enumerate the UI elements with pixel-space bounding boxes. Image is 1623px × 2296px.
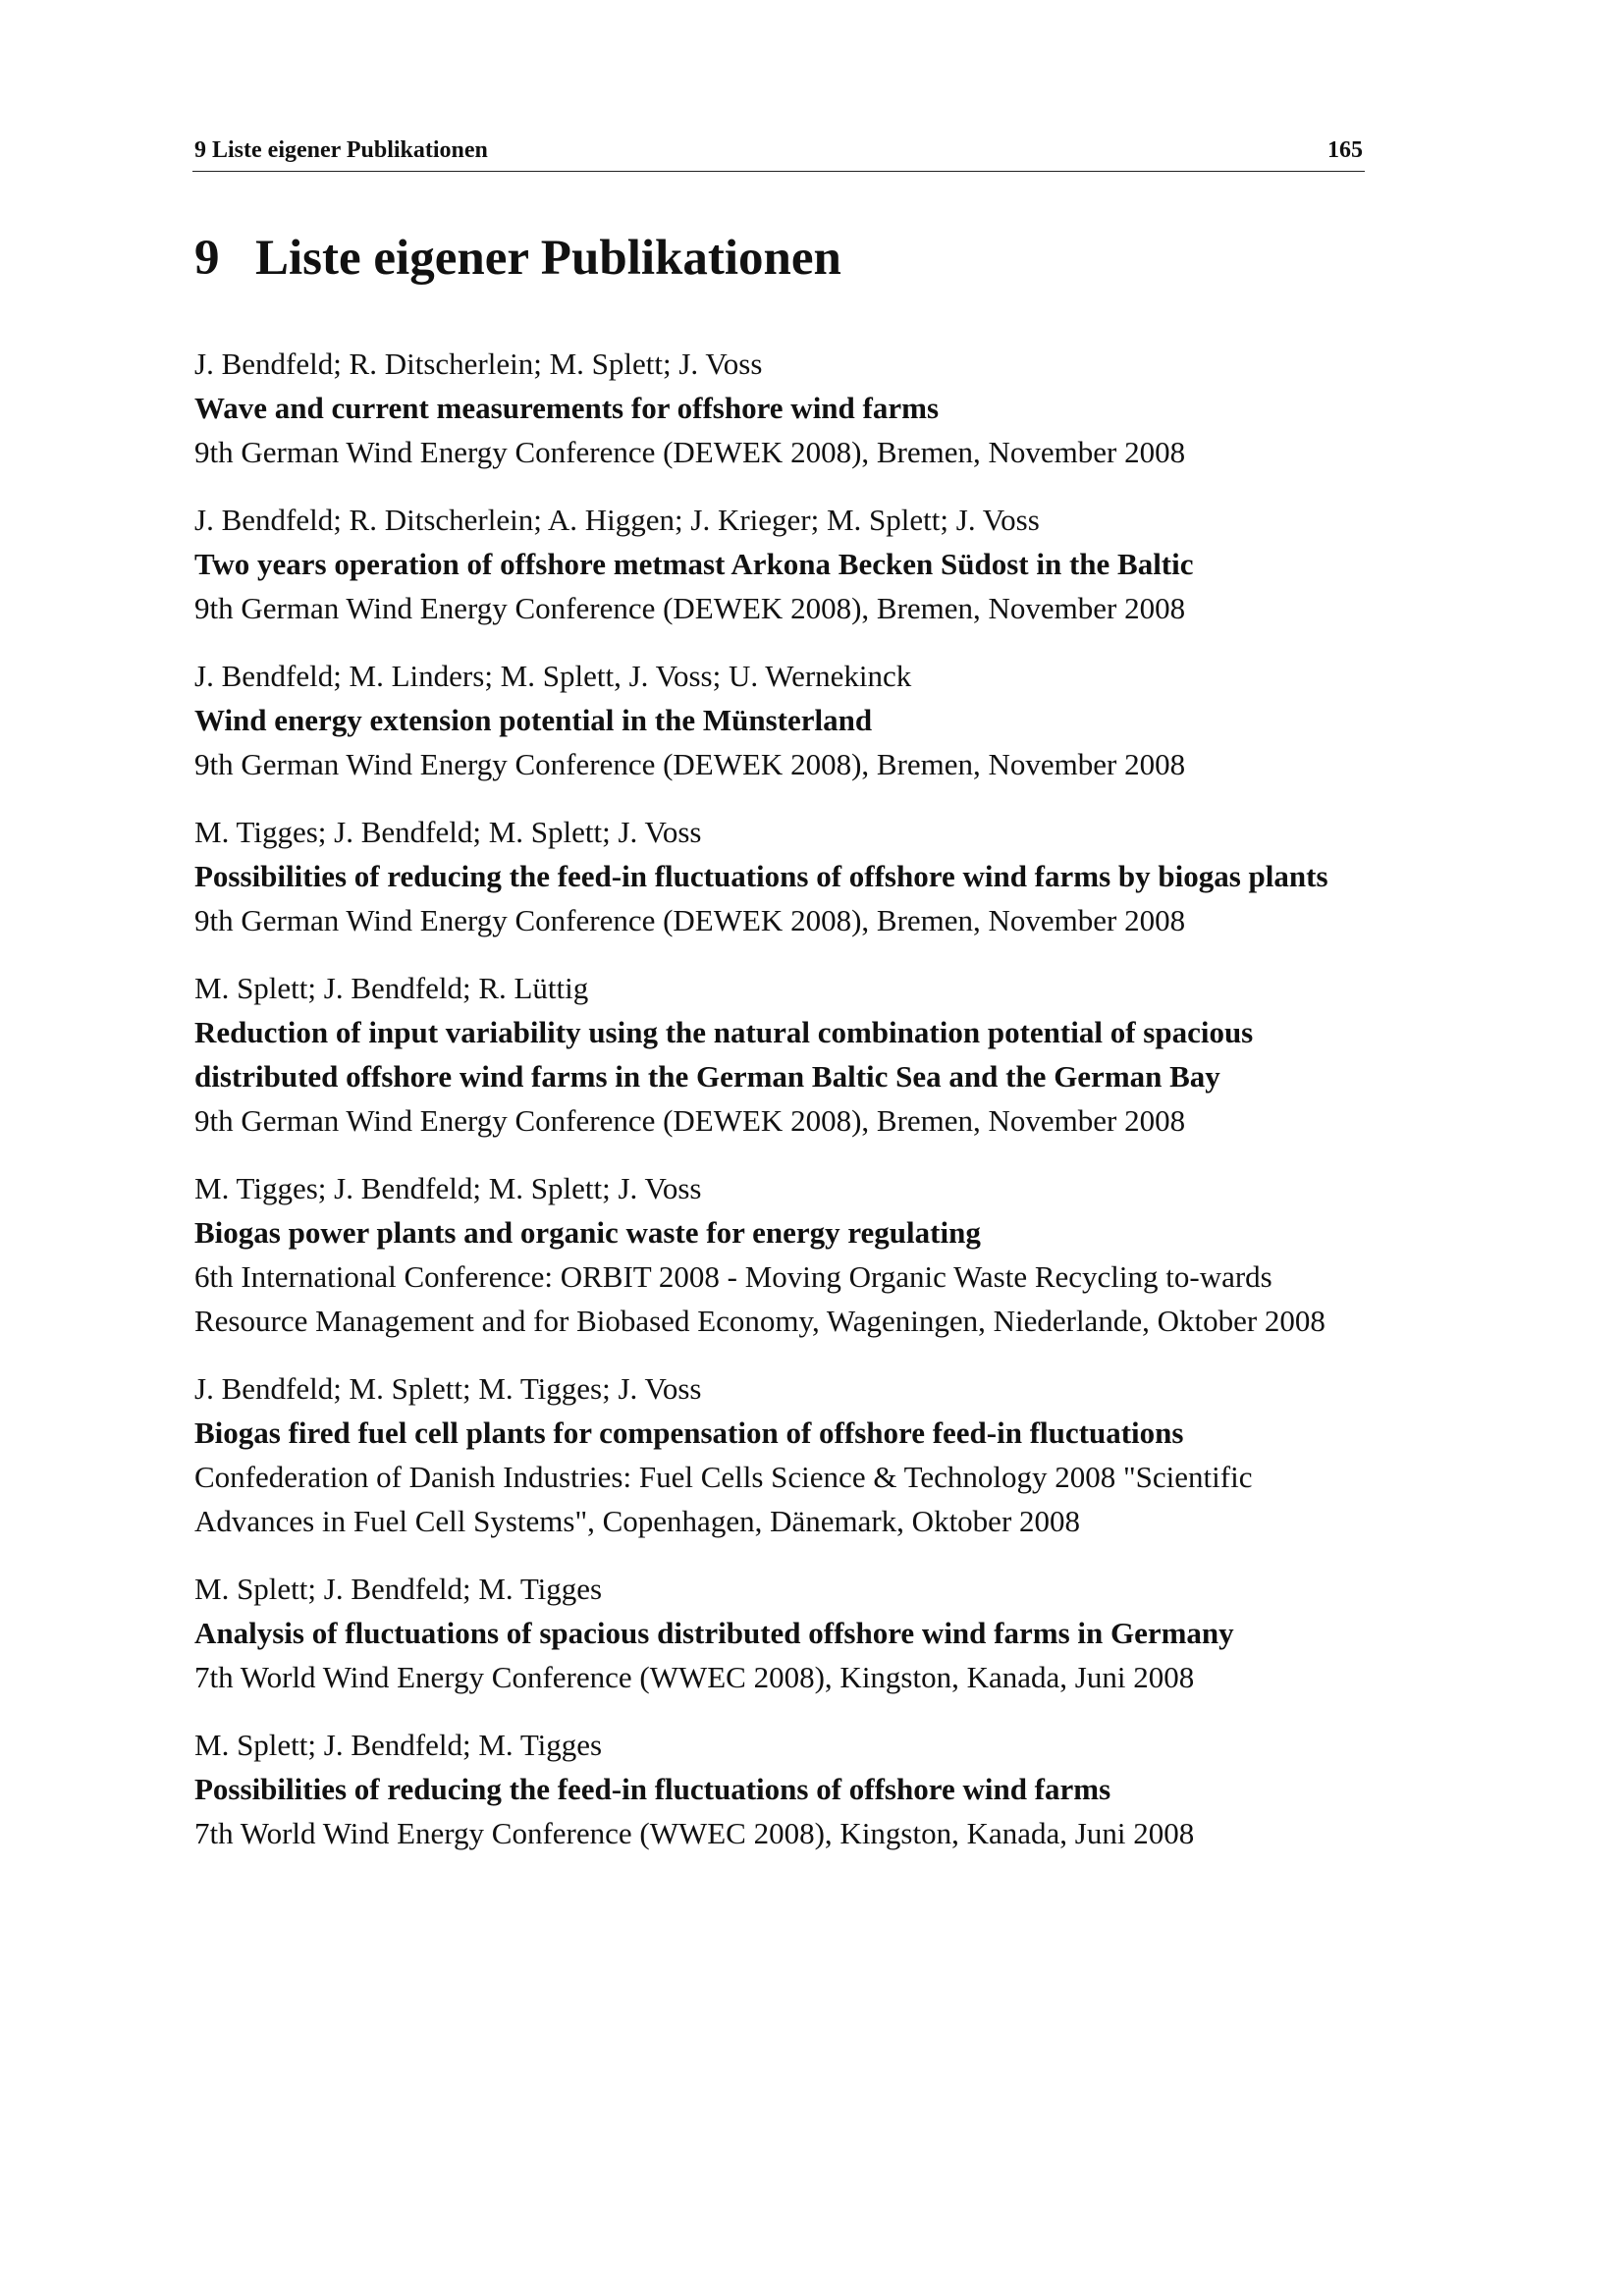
publication-entry (194, 966, 1363, 1143)
chapter-heading (194, 231, 841, 286)
publication-authors: M. Splett; J. Bendfeld; R. Lüttig (194, 971, 589, 1005)
publication-title: Biogas power plants and organic waste for energy regulating (194, 1215, 981, 1250)
running-header (192, 135, 1365, 172)
publication-title: Possibilities of reducing the feed-in fluctuations of offshore wind farms (194, 1772, 1111, 1806)
page-number: 165 (1327, 137, 1363, 163)
publication-entry (194, 1366, 1363, 1543)
publication-venue: 9th German Wind Energy Conference (DEWEK 2008), Bremen, November 2008 (194, 903, 1186, 937)
publication-title: Analysis of fluctuations of spacious distributed offshore wind farms in Germany (194, 1616, 1234, 1650)
publication-venue: 9th German Wind Energy Conference (DEWEK 2008), Bremen, November 2008 (194, 435, 1186, 469)
publication-entry (194, 654, 1363, 786)
publication-venue: 9th German Wind Energy Conference (DEWEK 2008), Bremen, November 2008 (194, 1103, 1186, 1138)
publication-entry (194, 810, 1363, 942)
publication-authors: J. Bendfeld; R. Ditscherlein; M. Splett; J. Voss (194, 347, 763, 381)
publication-entry (194, 1567, 1363, 1699)
publication-authors: M. Tigges; J. Bendfeld; M. Splett; J. Voss (194, 815, 702, 849)
publication-venue: Confederation of Danish Industries: Fuel Cells Science & Technology 2008 "Scientific Advances in Fuel Cell Systems", Copenhagen, Dänemark, Oktober 2008 (194, 1460, 1253, 1538)
publication-venue: 6th International Conference: ORBIT 2008 - Moving Organic Waste Recycling to-wards Resource Management and for Biobased Economy, Wageningen, Niederlande, Oktober 2008 (194, 1259, 1325, 1338)
publication-venue: 9th German Wind Energy Conference (DEWEK 2008), Bremen, November 2008 (194, 591, 1186, 625)
publication-authors: M. Splett; J. Bendfeld; M. Tigges (194, 1728, 603, 1762)
publication-venue: 7th World Wind Energy Conference (WWEC 2008), Kingston, Kanada, Juni 2008 (194, 1660, 1195, 1694)
publication-title: Possibilities of reducing the feed-in fluctuations of offshore wind farms by biogas plants (194, 859, 1328, 893)
publication-venue: 7th World Wind Energy Conference (WWEC 2008), Kingston, Kanada, Juni 2008 (194, 1816, 1195, 1850)
publication-authors: M. Tigges; J. Bendfeld; M. Splett; J. Voss (194, 1171, 702, 1205)
publication-authors: J. Bendfeld; R. Ditscherlein; A. Higgen; J. Krieger; M. Splett; J. Voss (194, 503, 1040, 537)
publication-entry (194, 1723, 1363, 1855)
publication-title: Biogas fired fuel cell plants for compensation of offshore feed-in fluctuations (194, 1415, 1184, 1450)
chapter-number: 9 (194, 231, 220, 286)
publication-title: Wind energy extension potential in the Münsterland (194, 703, 873, 737)
publication-authors: J. Bendfeld; M. Linders; M. Splett, J. Voss; U. Wernekinck (194, 659, 912, 693)
publication-title: Reduction of input variability using the natural combination potential of spacious distributed offshore wind farms in the German Baltic Sea and the German Bay (194, 1015, 1254, 1094)
publication-venue: 9th German Wind Energy Conference (DEWEK 2008), Bremen, November 2008 (194, 747, 1186, 781)
publication-title: Two years operation of offshore metmast Arkona Becken Südost in the Baltic (194, 547, 1194, 581)
publication-authors: J. Bendfeld; M. Splett; M. Tigges; J. Voss (194, 1371, 702, 1406)
publication-entry (194, 498, 1363, 630)
publication-list (194, 342, 1363, 1879)
running-header-title: 9 Liste eigener Publikationen (194, 137, 488, 163)
publication-entry (194, 1166, 1363, 1343)
publication-authors: M. Splett; J. Bendfeld; M. Tigges (194, 1572, 603, 1606)
publication-title: Wave and current measurements for offshore wind farms (194, 391, 940, 425)
chapter-title: Liste eigener Publikationen (255, 231, 841, 286)
publication-entry (194, 342, 1363, 474)
